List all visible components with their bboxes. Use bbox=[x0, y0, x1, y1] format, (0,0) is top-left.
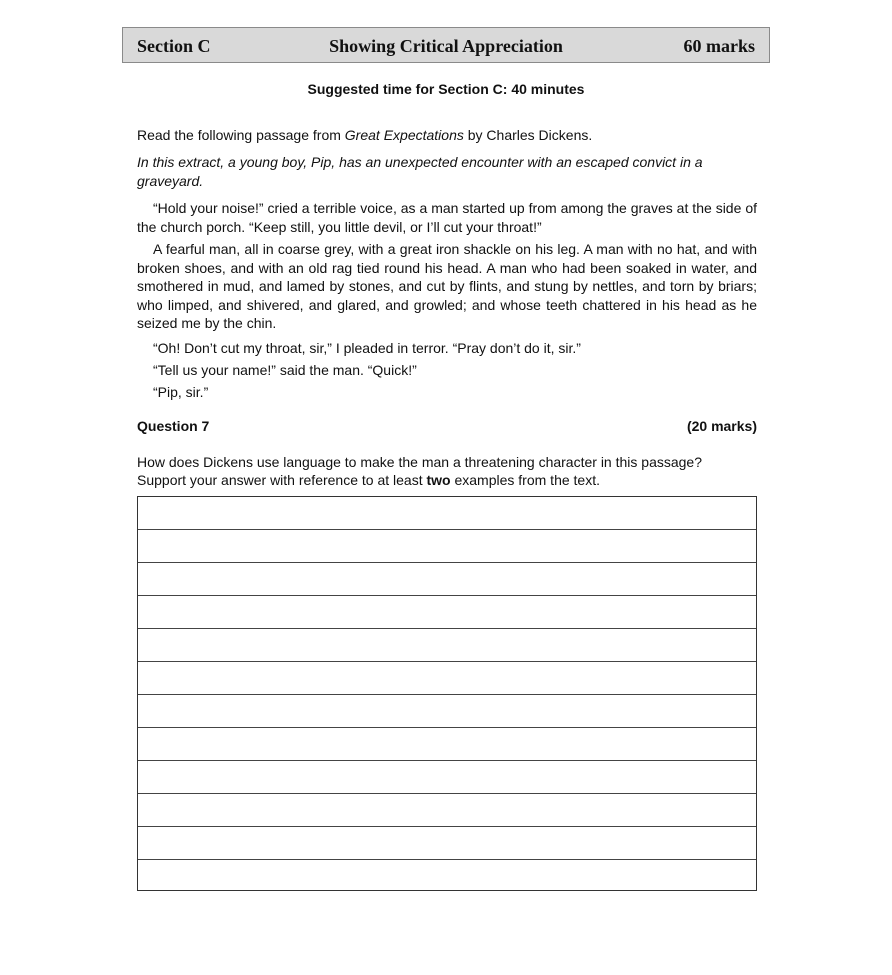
section-header-bar bbox=[122, 27, 770, 63]
passage-paragraph-1: “Hold your noise!” cried a terrible voice, as a man started up from among the graves at the side of the church porch. “Keep still, you little devil, or I’ll cut your throat!” bbox=[137, 200, 757, 235]
prompt-prefix: Support your answer with reference to at least bbox=[137, 472, 427, 488]
passage-paragraph-3: “Oh! Don’t cut my throat, sir,” I pleaded in terror. “Pray don’t do it, sir.” bbox=[153, 340, 581, 356]
suggested-time: Suggested time for Section C: 40 minutes bbox=[307, 81, 585, 97]
passage-paragraph-5: “Pip, sir.” bbox=[153, 384, 209, 400]
answer-line bbox=[138, 595, 756, 596]
answer-line bbox=[138, 529, 756, 530]
section-marks: 60 marks bbox=[683, 36, 755, 56]
book-title: Great Expectations bbox=[344, 127, 464, 143]
answer-line bbox=[138, 727, 756, 728]
question-prompt-line-2 bbox=[137, 471, 757, 490]
question-heading bbox=[137, 418, 757, 434]
section-title: Showing Critical Appreciation bbox=[329, 36, 563, 56]
prompt-emphasis: two bbox=[426, 472, 451, 488]
answer-line bbox=[138, 694, 756, 695]
question-label: Question 7 bbox=[137, 418, 210, 434]
answer-line bbox=[138, 628, 756, 629]
answer-line bbox=[138, 661, 756, 662]
answer-line bbox=[138, 760, 756, 761]
section-label: Section C bbox=[137, 36, 211, 56]
answer-line bbox=[138, 859, 756, 860]
intro-suffix: by Charles Dickens. bbox=[463, 127, 593, 143]
intro-text bbox=[137, 126, 757, 145]
extract-context: In this extract, a young boy, Pip, has an unexpected encounter with an escaped convict in a graveyard. bbox=[137, 154, 703, 189]
answer-line bbox=[138, 793, 756, 794]
answer-box[interactable] bbox=[137, 496, 757, 891]
intro-prefix: Read the following passage from bbox=[137, 127, 345, 143]
question-marks: (20 marks) bbox=[686, 418, 757, 434]
answer-line bbox=[138, 562, 756, 563]
answer-line bbox=[138, 826, 756, 827]
passage-paragraph-4: “Tell us your name!” said the man. “Quick!” bbox=[153, 362, 417, 378]
question-prompt-line-1: How does Dickens use language to make the man a threatening character in this passage? bbox=[137, 454, 703, 470]
passage-paragraph-2: A fearful man, all in coarse grey, with a great iron shackle on his leg. A man with no hat, and with broken shoes, and with an old rag tied round his head. A man who had been soaked in water, and smothered in mud, and lamed by stones, and cut by flints, and stung by nettles, and torn by briars; who limped, and shivered, and glared, and growled; and whose teeth chattered in his head as he seized me by the chin. bbox=[137, 241, 757, 331]
prompt-suffix: examples from the text. bbox=[450, 472, 600, 488]
